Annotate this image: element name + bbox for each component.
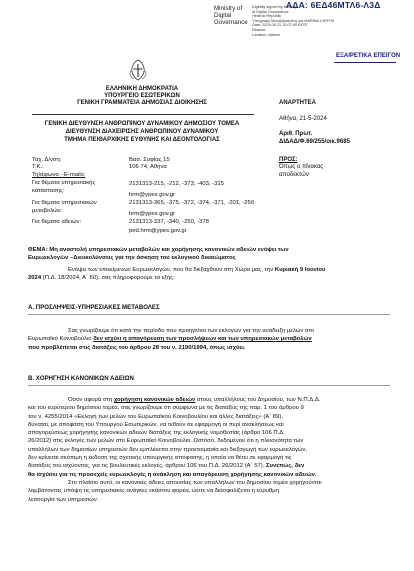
contact-label: Για θέματα υπηρεσιακών xyxy=(32,200,97,206)
issuer-ministry: ΥΠΟΥΡΓΕΙΟ ΕΣΩΤΕΡΙΚΩΝ xyxy=(104,93,180,99)
section-a-text: Σας γνωρίζουμε ότι κατά την περίοδο που προηγείται των εκλογών για την ανάδειξη μελών στο xyxy=(68,328,315,334)
issuer-dept-section: ΤΜΗΜΑ ΠΕΙΘΑΡΧΙΚΗΣ ΕΥΘΥΝΗΣ ΚΑΙ ΔΕΟΝΤΟΛΟΓΙΑΣ xyxy=(64,137,220,143)
intro-text: (Π.Δ. 18/2024, Α΄ 50), σας πληροφορούμε τα εξής: xyxy=(41,275,175,282)
section-a-emphasis: που προβλέπεται στις διατάξεις του άρθρου 28 του ν. 2190/1994, όπως ισχύει. xyxy=(28,344,246,351)
ministry-line: Ministry of xyxy=(214,5,243,12)
contact-email[interactable]: ped.hrm@ypes.gov.gr xyxy=(129,228,187,234)
election-date: Κυριακή 9 Ιουνίου xyxy=(274,267,326,273)
section-b-emphasis: θα ισχύσει για τις προσεχείς ευρωεκλογές η ανάκληση και απαγόρευση χορήγησης κανονικών αδειών. xyxy=(28,471,317,478)
contact-value: 2131313-365, -375, -372, -374, -371, -201, -250 xyxy=(129,200,255,206)
signature-line: Date: 2024.05.21 12:07:45 EEST xyxy=(252,23,308,28)
urgent-label: ΕΞΑΙΡΕΤΙΚΑ ΕΠΕΙΓΟΝ xyxy=(336,53,401,59)
section-b-text: δεν κρίνεται σκόπιμη η έκδοση της σχετικής υπουργικής απόφασης, η οποία να θέτει σε εφαρμογή τις xyxy=(28,455,292,462)
contact-label: μεταβολών: xyxy=(32,208,63,214)
document-date: Αθήνα, 21-5-2024 xyxy=(279,116,327,122)
subject-label: ΘΕΜΑ: xyxy=(28,247,48,253)
recipients-value: αποδεκτών xyxy=(279,172,309,178)
section-b-title: Β. ΧΟΡΗΓΗΣΗ ΚΑΝΟΝΙΚΩΝ ΑΔΕΙΩΝ xyxy=(28,375,134,382)
section-b-text: υπαλλήλων των δημοσίων υπηρεσιών δεν εμπλέκεται στην προετοιμασία και διεξαγωγή των ευρωεκλογών, xyxy=(28,446,308,453)
section-b-text: του ν. 4255/2014 «Εκλογή των μελών του Ευρωπαϊκού Κοινοβουλίου και άλλες διατάξεις» (Α΄ 89), xyxy=(28,413,283,420)
issuer-dept-directorate: ΔΙΕΥΘΥΝΣΗ ΔΙΑΧΕΙΡΙΣΗΣ ΑΝΘΡΩΠΙΝΟΥ ΔΥΝΑΜΙΚΟΥ xyxy=(65,129,219,135)
section-b-text: διατάξεις του ισχύοντος, για τις βουλευτικές εκλογές, άρθρου 106 του Π.Δ. 26/2012 (Α΄ 57). xyxy=(28,463,266,470)
section-b-text: Στο πλαίσιο αυτό, οι κανονικές άδειες απουσίας των υπαλλήλων του δημοσίου τομέα χορηγούνται xyxy=(68,479,322,486)
ministry-line: Digital xyxy=(214,12,232,19)
section-a-paragraph xyxy=(28,327,390,352)
subject-line: Ευρωεκλογών –Διευκολύνσεις για την άσκηση του εκλογικού δικαιώματος xyxy=(28,255,236,262)
issuer-secretariat: ΓΕΝΙΚΗ ΓΡΑΜΜΑΤΕΙΑ ΔΗΜΟΣΙΑΣ ΔΙΟΙΚΗΣΗΣ xyxy=(77,100,207,106)
intro-paragraph xyxy=(28,266,390,283)
posting-label: ΑΝΑΡΤΗΤΕΑ xyxy=(279,100,316,106)
digital-signature xyxy=(252,5,362,37)
signature-line: of Digital Governance xyxy=(252,9,289,14)
intro-text: Ενόψει των επικείμενων Ευρωεκλογών, που θα διεξαχθούν στη Χώρα μας, την xyxy=(68,267,275,273)
section-b-text: λαμβάνοντας υπόψη τις υπηρεσιακές ανάγκες εκάστου φορέα, ώστε να διασφαλίζεται η εύρυθμη xyxy=(28,488,279,495)
ada-code: ΑΔΑ: 6ΕΔ46ΜΤΛ6-Λ3Δ xyxy=(286,0,381,10)
section-b-text: και του ευρύτερου δημόσιου τομέα, σας γνωρίζουμε ότι σύμφωνα με τις διατάξεις της παρ. 1 του άρθρου 9 xyxy=(28,405,304,412)
ministry-stamp xyxy=(214,5,248,26)
signature-line: Location: Athens xyxy=(252,32,281,37)
urgent-underline xyxy=(334,62,396,63)
section-b-rule xyxy=(28,385,390,386)
contact-label: Για θέματα υπηρεσιακής xyxy=(32,180,96,186)
section-a-rule xyxy=(28,314,390,315)
section-b-paragraph xyxy=(28,396,390,504)
contact-email[interactable]: hrm@ypes.gov.gr xyxy=(129,192,176,198)
section-b-text: απαγορεύσεως χορήγησης κανονικών αδειών διατάξεις της εκλογικής νομοθεσίας (άρθρο 106 Π.Δ. xyxy=(28,430,285,437)
greek-emblem-icon xyxy=(128,59,148,81)
contact-label: κατάστασης: xyxy=(32,188,65,194)
contact-label: Ταχ. Δ/νση: xyxy=(32,157,62,163)
subject xyxy=(28,246,390,263)
section-b-text: Όσον αφορά στη xyxy=(68,397,114,403)
contact-value: 2131313-337, -340, -250, -378 xyxy=(129,219,209,225)
section-b-text: λειτουργία των υπηρεσιών. xyxy=(28,496,99,503)
section-b-emphasis: Συνεπώς, δεν xyxy=(266,463,305,470)
recipients-label: ΠΡΟΣ: xyxy=(279,157,298,163)
contact-label: Τηλέφωνα - E-mails: xyxy=(32,172,86,178)
signature-line: Reason: xyxy=(252,27,267,32)
section-b-text: δύναται, με απόφαση του Υπουργού Εσωτερικών, να τεθούν σε εφαρμογή οι περί ανακλήσεως και xyxy=(28,421,284,428)
section-b-text: στους υπαλλήλους του Δημοσίου, των Ν.Π.Δ.Δ. xyxy=(195,397,321,403)
signature-line: Hellenic Republic xyxy=(252,14,282,19)
section-b-text: 26/2012) στις εκλογές των μελών στο Ευρωπαϊκό Κοινοβούλιο. Ωστόσο, δεδομένου ότι η πλειονότητα των xyxy=(28,438,304,445)
protocol-number: ΔΙΔΑΔ/Φ.69/255/οικ.9685 xyxy=(279,139,350,145)
section-b-emphasis: χορήγηση κανονικών αδειών xyxy=(113,397,196,403)
section-a-title: Α. ΠΡΟΣΛΗΨΕΙΣ-ΥΠΗΡΕΣΙΑΚΕΣ ΜΕΤΑΒΟΛΕΣ xyxy=(28,304,160,311)
issuer-dept-general: ΓΕΝΙΚΗ ΔΙΕΥΘΥΝΣΗ ΑΝΘΡΩΠΙΝΟΥ ΔΥΝΑΜΙΚΟΥ ΔΗΜΟΣΙΟΥ ΤΟΜΕΑ xyxy=(44,121,240,127)
contact-email[interactable]: hrm@ypes.gov.gr xyxy=(129,211,176,217)
contact-value: 2131313-215, -212, -373, -403, -315 xyxy=(129,181,224,187)
election-year: 2024 xyxy=(28,275,42,282)
issuer-divider xyxy=(32,114,254,115)
contact-label: Τ.Κ.: xyxy=(32,164,44,170)
contact-label: Για θέματα αδειών: xyxy=(32,219,82,225)
signature-line: Digitally signed by Ministry xyxy=(252,5,297,9)
signature-line: Υπογραφή Μεταβιβασμένη για MARINA CHRYSI xyxy=(252,18,335,23)
contact-value: 106 74, Αθήνα xyxy=(129,164,167,170)
contact-value: Βασ. Σοφίας 15 xyxy=(129,157,170,163)
recipients-value: Όπως ο πίνακας xyxy=(279,164,324,170)
section-a-emphasis: δεν ισχύει η απαγόρευση των προσλήψεων και των υπηρεσιακών μεταβολών xyxy=(93,336,312,343)
subject-line: Μη αναστολή υπηρεσιακών μεταβολών και χορήγησης κανονικών αδειών ενόψει των xyxy=(49,247,289,253)
ministry-line: Governance xyxy=(214,19,248,26)
section-a-text: Ευρωπαϊκό Κοινοβούλιο xyxy=(28,336,94,343)
protocol-label: Αριθ. Πρωτ. xyxy=(279,131,313,137)
issuer-republic: ΕΛΛΗΝΙΚΗ ΔΗΜΟΚΡΑΤΙΑ xyxy=(105,86,179,92)
